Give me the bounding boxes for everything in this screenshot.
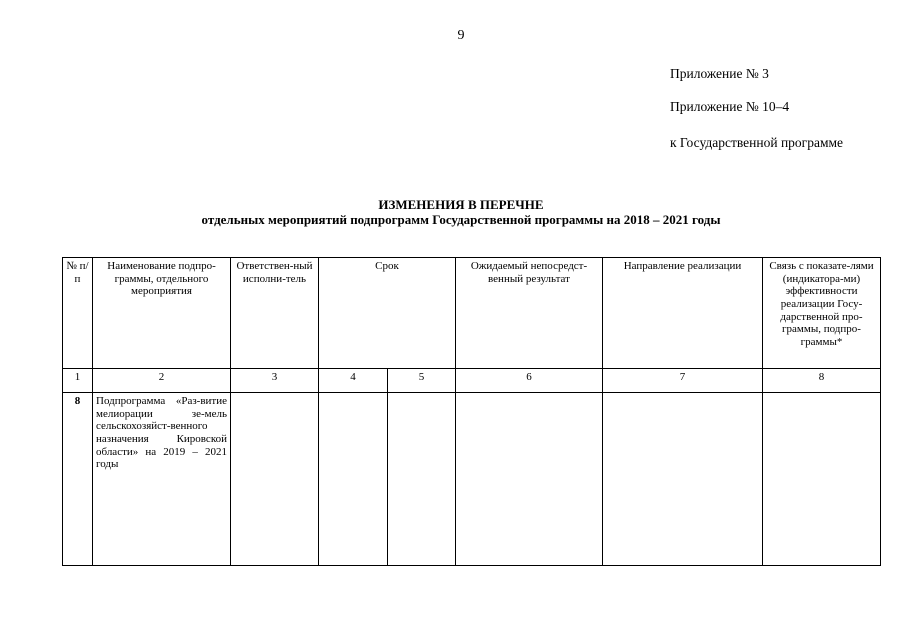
term-end-cell (388, 393, 456, 566)
header-direction: Направление реализации (603, 258, 763, 369)
document-subtitle: отдельных мероприятий подпрограмм Государственной программы на 2018 – 2021 годы (201, 212, 721, 227)
document-title: ИЗМЕНЕНИЯ В ПЕРЕЧНЕ (378, 197, 544, 212)
appendix-line-3: к Государственной программе (670, 135, 844, 150)
column-number: 5 (388, 369, 456, 393)
header-indicator-link: Связь с показате-лями (индикатора-ми) эффективности реализации Госу-дарственной про-граммы, подпро-граммы* (763, 258, 881, 369)
column-number: 6 (456, 369, 603, 393)
page-number: 9 (457, 28, 465, 43)
header-number: № п/п (63, 258, 93, 369)
column-number: 2 (93, 369, 231, 393)
term-start-cell (319, 393, 388, 566)
appendix-line-2: Приложение № 10–4 (670, 99, 790, 114)
table-header-row (63, 258, 881, 369)
responsible-cell (231, 393, 319, 566)
column-number: 8 (763, 369, 881, 393)
appendix-line-1: Приложение № 3 (670, 66, 769, 81)
indicator-link-cell (763, 393, 881, 566)
header-term: Срок (319, 258, 456, 369)
direction-cell (603, 393, 763, 566)
header-name: Наименование подпро-граммы, отдельного мероприятия (93, 258, 231, 369)
row-number: 8 (63, 393, 93, 566)
measures-table (62, 257, 881, 566)
column-number: 1 (63, 369, 93, 393)
column-number: 4 (319, 369, 388, 393)
header-responsible: Ответствен-ный исполни-тель (231, 258, 319, 369)
column-number: 7 (603, 369, 763, 393)
table-row (63, 393, 881, 566)
column-numbers-row (63, 369, 881, 393)
result-cell (456, 393, 603, 566)
header-result: Ожидаемый непосредст-венный результат (456, 258, 603, 369)
measure-name: Подпрограмма «Раз-витие мелиорации зе-мель сельскохозяйст-венного назначения Кировской области» на 2019 – 2021 годы (93, 393, 231, 566)
column-number: 3 (231, 369, 319, 393)
